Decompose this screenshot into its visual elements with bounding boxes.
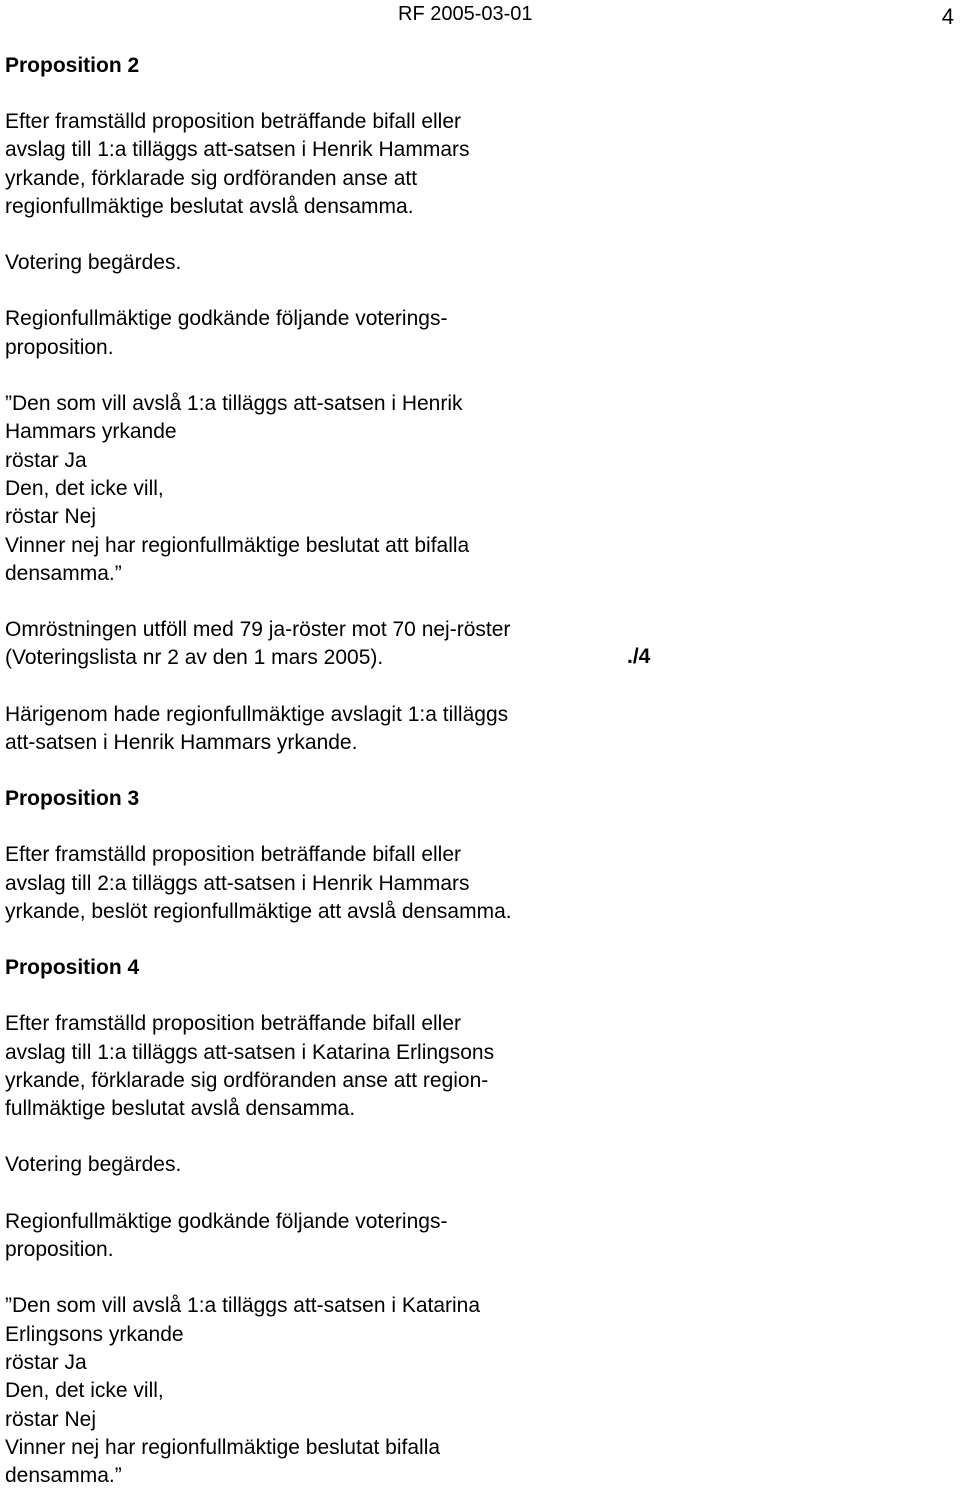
proposition-2-text: Efter framställd proposition beträffande bifall eller avslag till 1:a tilläggs att-satsen i Henrik Hammars yrkande, förklarade sig ordföranden anse att regionfullmäktige beslutat avslå densamma. xyxy=(5,110,470,218)
proposition-4-heading: Proposition 4 xyxy=(5,956,140,980)
proposition-2-result: Omröstningen utföll med 79 ja-röster mot 70 nej-röster (Voteringslista nr 2 av den 1 mars 2005). xyxy=(5,618,511,670)
proposition-2-godkande: Regionfullmäktige godkände följande voterings- proposition. xyxy=(5,307,448,359)
proposition-2-heading: Proposition 2 xyxy=(5,54,140,77)
proposition-2-votering: Votering begärdes. xyxy=(5,251,182,275)
proposition-3-text: Efter framställd proposition beträffande bifall eller avslag till 2:a tilläggs att-satsen i Henrik Hammars yrkande, beslöt regionfullmäktige att avslå densamma. xyxy=(5,843,512,923)
proposition-4-godkande: Regionfullmäktige godkände följande voterings- proposition. xyxy=(5,1209,448,1262)
header-date: RF 2005-03-01 xyxy=(398,3,533,25)
page-header xyxy=(0,0,960,30)
document-body xyxy=(5,52,605,1490)
proposition-2-voteringsproposition: ”Den som vill avslå 1:a tilläggs att-satsen i Henrik Hammars yrkande röstar Ja Den, det icke vill, röstar Nej Vinner nej har regionfullmäktige beslutat att bifalla densamma.” xyxy=(5,392,470,585)
proposition-4-votering: Votering begärdes. xyxy=(5,1153,182,1177)
proposition-3-heading: Proposition 3 xyxy=(5,787,140,811)
proposition-4-voteringsproposition: ”Den som vill avslå 1:a tilläggs att-satsen i Katarina Erlingsons yrkande röstar Ja Den, det icke vill, röstar Nej Vinner nej har regionfullmäktige beslutat bifalla densamma.” xyxy=(5,1294,481,1488)
page-number: 4 xyxy=(941,4,954,29)
margin-reference-marker: ./4 xyxy=(627,645,651,668)
proposition-4-text: Efter framställd proposition beträffande bifall eller avslag till 1:a tilläggs att-satsen i Katarina Erlingsons yrkande, förklarade sig ordföranden anse att region- fullmäktige beslutat avslå densamma. xyxy=(5,1012,495,1121)
proposition-2-conclusion: Härigenom hade regionfullmäktige avslagit 1:a tilläggs att-satsen i Henrik Hammars yrkande. xyxy=(5,702,509,755)
